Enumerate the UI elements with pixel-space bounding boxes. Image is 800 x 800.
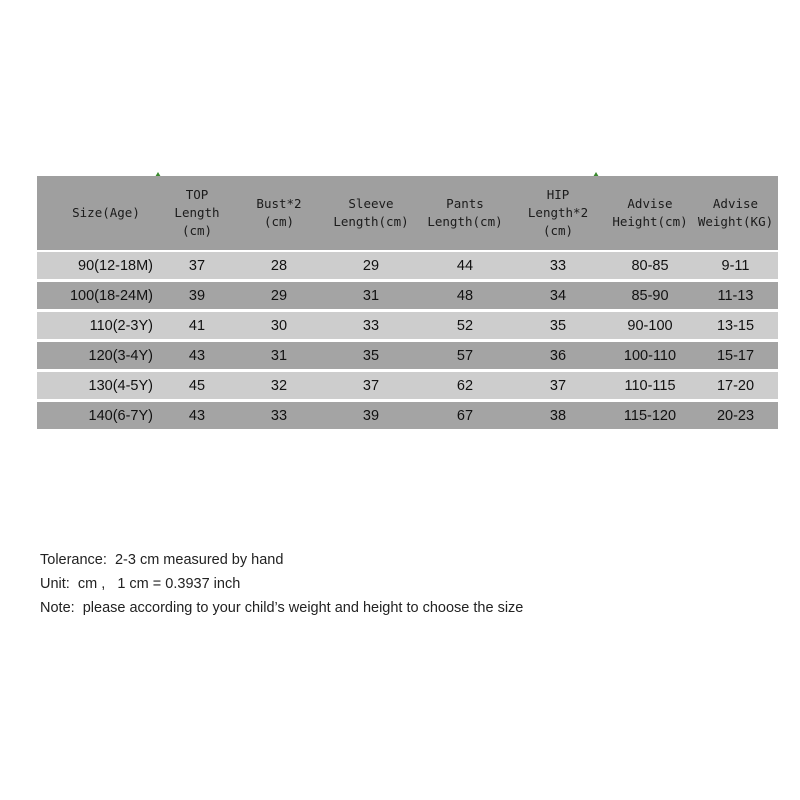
- table-row: [37, 402, 778, 429]
- cell-top-length: 43: [188, 347, 206, 364]
- tolerance-note: Tolerance: 2-3 cm measured by hand: [40, 552, 284, 568]
- notes-block: [40, 548, 523, 620]
- table-row: [37, 282, 778, 312]
- size-advice-note: Note: please according to your child’s weight and height to choose the size: [40, 600, 524, 616]
- header-hip-length: HIP Length*2 (cm): [527, 187, 589, 238]
- cell-top-length: 43: [188, 407, 206, 424]
- cell-size: 110(2-3Y): [89, 317, 153, 334]
- cell-hip-length: 36: [549, 347, 567, 364]
- header-size-age: Size(Age): [72, 205, 140, 220]
- cell-size: 100(18-24M): [69, 287, 153, 304]
- cell-advise-weight: 15-17: [716, 347, 755, 364]
- cell-top-length: 45: [188, 377, 206, 394]
- unit-note: Unit: cm , 1 cm = 0.3937 inch: [40, 576, 241, 592]
- cell-sleeve-length: 37: [362, 377, 380, 394]
- table-row: [37, 312, 778, 342]
- cell-pants-length: 62: [456, 377, 474, 394]
- cell-hip-length: 38: [549, 407, 567, 424]
- cell-advise-height: 90-100: [627, 317, 673, 334]
- cell-size: 90(12-18M): [78, 257, 153, 274]
- cell-hip-length: 35: [549, 317, 567, 334]
- cell-sleeve-length: 29: [362, 257, 380, 274]
- table-row: [37, 252, 778, 282]
- cell-advise-weight: 11-13: [717, 287, 754, 304]
- cell-top-length: 37: [188, 257, 206, 274]
- cell-hip-length: 34: [549, 287, 567, 304]
- cell-advise-weight: 13-15: [716, 317, 755, 334]
- cell-pants-length: 48: [456, 287, 474, 304]
- cell-bust: 33: [270, 407, 288, 424]
- cell-sleeve-length: 39: [362, 407, 380, 424]
- cell-advise-weight: 17-20: [716, 377, 755, 394]
- table-header-row: [37, 176, 778, 252]
- cell-hip-length: 37: [549, 377, 567, 394]
- table-row: [37, 372, 778, 402]
- size-chart-table: [37, 176, 778, 429]
- table-body: [37, 252, 778, 429]
- cell-advise-height: 80-85: [631, 257, 669, 274]
- header-pants-length: Pants Length(cm): [427, 196, 503, 229]
- cell-pants-length: 67: [456, 407, 474, 424]
- cell-sleeve-length: 31: [362, 287, 380, 304]
- cell-top-length: 39: [188, 287, 206, 304]
- header-top-length: TOP Length (cm): [174, 187, 220, 238]
- cell-size: 120(3-4Y): [88, 347, 153, 364]
- table-row: [37, 342, 778, 372]
- header-bust: Bust*2 (cm): [256, 196, 302, 229]
- header-advise-height: Advise Height(cm): [612, 196, 688, 229]
- cell-advise-weight: 9-11: [721, 257, 750, 274]
- cell-hip-length: 33: [549, 257, 567, 274]
- cell-sleeve-length: 35: [362, 347, 380, 364]
- cell-advise-height: 100-110: [623, 347, 677, 364]
- cell-size: 140(6-7Y): [88, 407, 153, 424]
- cell-bust: 31: [270, 347, 288, 364]
- cell-pants-length: 52: [456, 317, 474, 334]
- cell-bust: 30: [270, 317, 288, 334]
- cell-size: 130(4-5Y): [88, 377, 153, 394]
- cell-advise-weight: 20-23: [716, 407, 755, 424]
- cell-pants-length: 57: [456, 347, 474, 364]
- cell-bust: 32: [270, 377, 288, 394]
- cell-sleeve-length: 33: [362, 317, 380, 334]
- cell-advise-height: 115-120: [623, 407, 677, 424]
- header-sleeve-length: Sleeve Length(cm): [333, 196, 409, 229]
- cell-advise-height: 85-90: [631, 287, 669, 304]
- cell-top-length: 41: [188, 317, 206, 334]
- cell-bust: 29: [270, 287, 288, 304]
- cell-pants-length: 44: [456, 257, 474, 274]
- cell-bust: 28: [270, 257, 288, 274]
- cell-advise-height: 110-115: [624, 377, 676, 394]
- header-advise-weight: Advise Weight(KG): [697, 196, 774, 229]
